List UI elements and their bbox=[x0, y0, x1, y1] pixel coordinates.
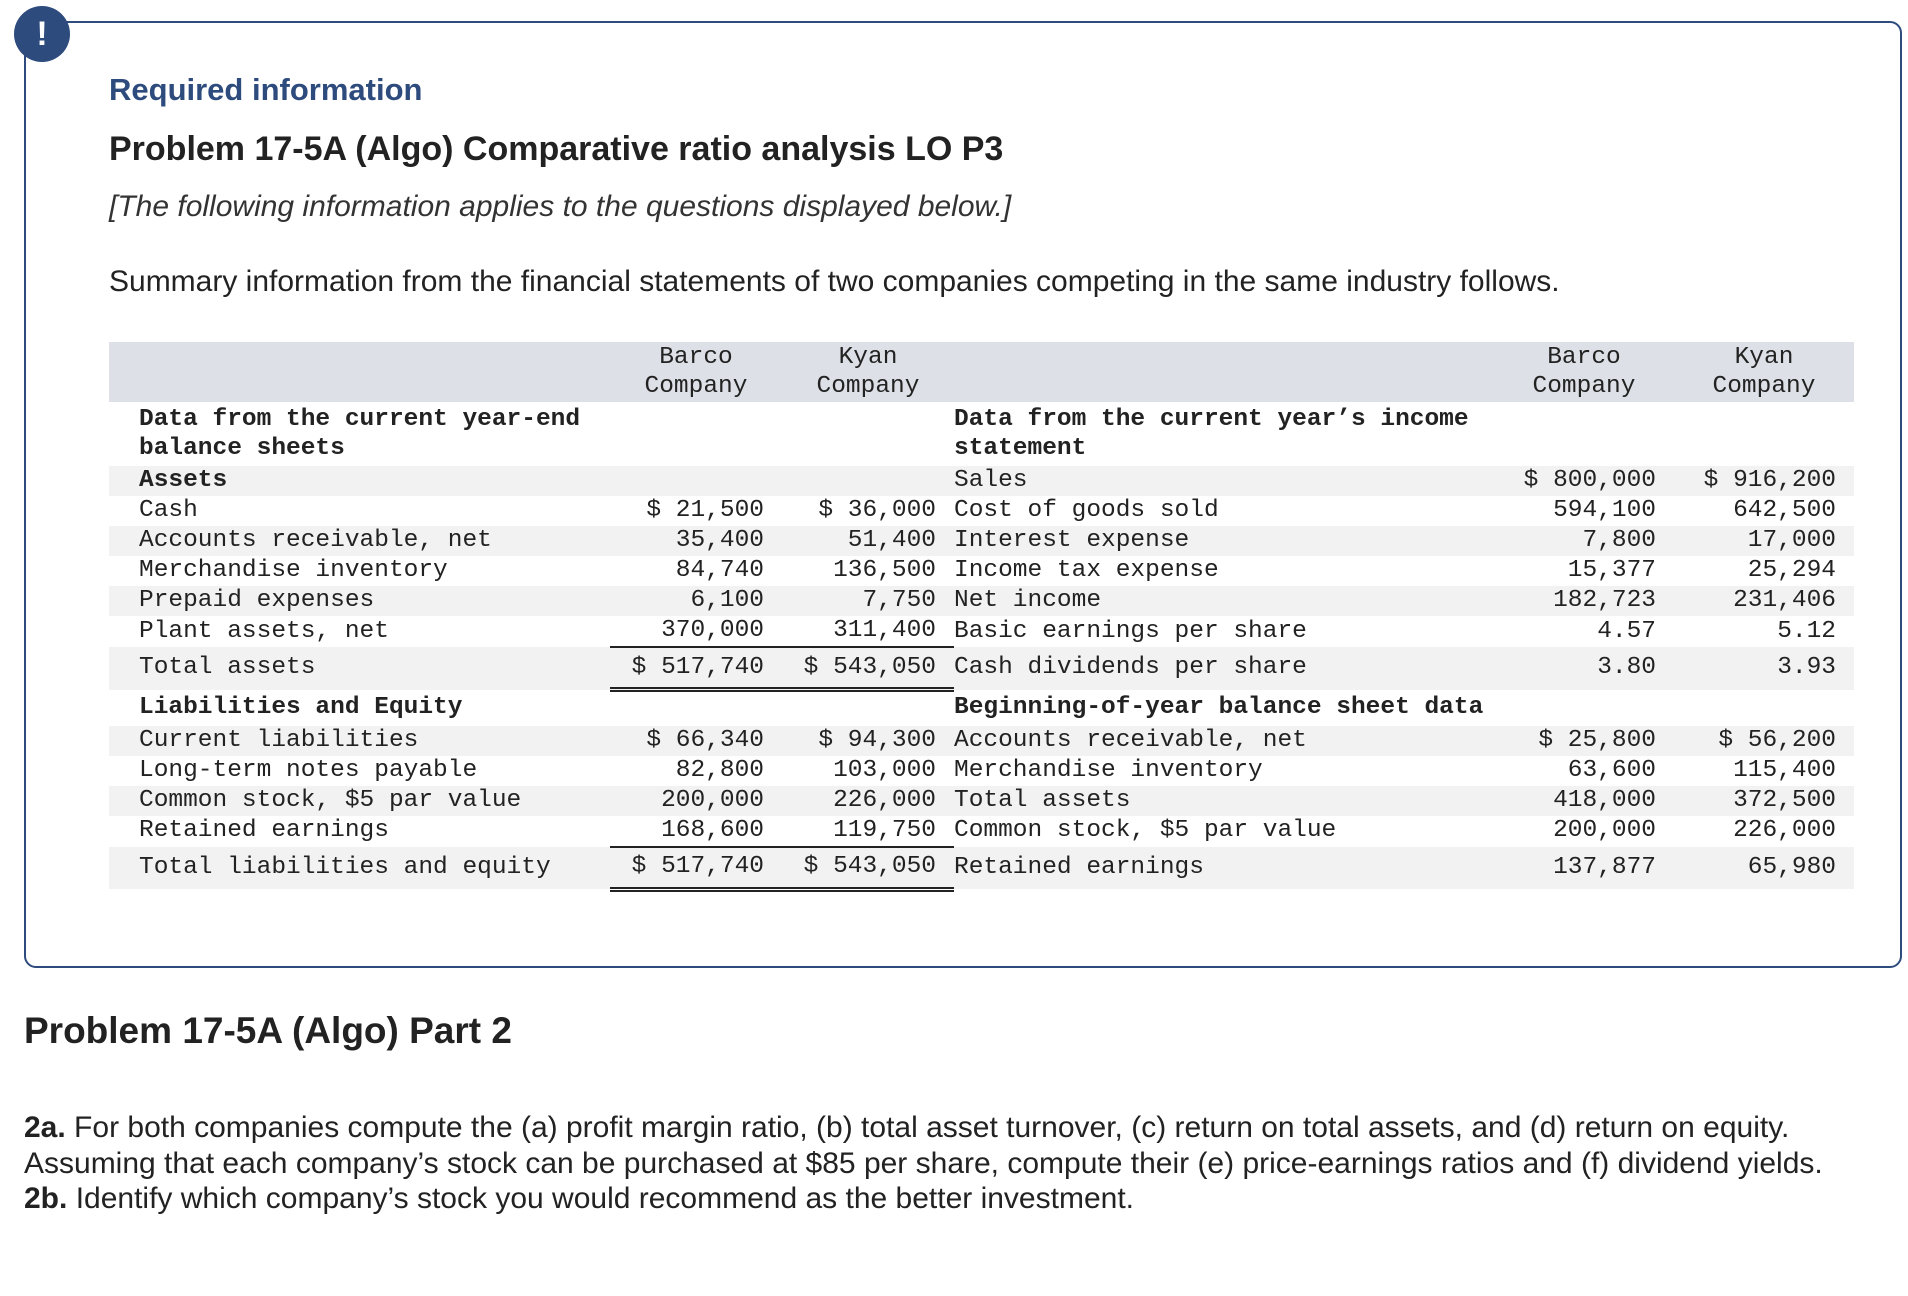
cell-value: 115,400 bbox=[1733, 756, 1836, 784]
row-label: Interest expense bbox=[954, 526, 1494, 556]
cell-value: 84,740 bbox=[675, 557, 764, 584]
row-label: Cash dividends per share bbox=[954, 647, 1494, 690]
cell-value: 51,400 bbox=[782, 526, 954, 556]
financial-data-table bbox=[109, 342, 1854, 892]
cell-value: 594,100 bbox=[1553, 497, 1656, 524]
row-label: Basic earnings per share bbox=[954, 617, 1307, 645]
row-label: Retained earnings bbox=[139, 817, 389, 844]
cell-value: 370,000 bbox=[610, 616, 782, 647]
cell-value: 6,100 bbox=[610, 586, 782, 616]
row-label: Plant assets, net bbox=[139, 617, 389, 645]
cell-value: 63,600 bbox=[1567, 756, 1656, 784]
cell-value: $ 25,800 bbox=[1494, 726, 1674, 756]
row-label: Prepaid expenses bbox=[109, 586, 610, 616]
total-value: $ 543,050 bbox=[782, 847, 954, 890]
required-info-heading: Required information bbox=[109, 72, 423, 107]
assets-heading: Assets bbox=[109, 466, 610, 496]
cell-value: 182,723 bbox=[1494, 586, 1674, 616]
cell-value: 372,500 bbox=[1674, 786, 1854, 816]
row-label: Total assets bbox=[954, 786, 1494, 816]
header-kyan: Kyan Company bbox=[782, 342, 954, 402]
table-row bbox=[109, 690, 1854, 726]
table-row bbox=[109, 402, 1854, 466]
header-kyan-right: Kyan Company bbox=[1674, 342, 1854, 402]
row-label: Common stock, $5 par value bbox=[954, 817, 1337, 844]
question-2a bbox=[24, 1110, 1884, 1181]
question-text: Identify which company’s stock you would recommend as the better investment. bbox=[67, 1182, 1134, 1215]
cell-value: 200,000 bbox=[610, 786, 782, 816]
row-label: Common stock, $5 par value bbox=[109, 786, 610, 816]
cell-value: $ 94,300 bbox=[782, 726, 954, 756]
questions-block bbox=[24, 1110, 1884, 1217]
question-2b bbox=[24, 1181, 1884, 1217]
cell-value: 119,750 bbox=[782, 816, 954, 847]
cell-value: 136,500 bbox=[833, 557, 936, 584]
table-row bbox=[109, 496, 1854, 526]
row-label: Accounts receivable, net bbox=[954, 726, 1494, 756]
table-row bbox=[109, 616, 1854, 647]
cell-value: 65,980 bbox=[1674, 847, 1854, 890]
row-label: Current liabilities bbox=[109, 726, 610, 756]
income-statement-heading: Data from the current year’s income statement bbox=[954, 406, 1469, 462]
cell-value: 35,400 bbox=[610, 526, 782, 556]
row-label: Net income bbox=[954, 586, 1494, 616]
info-note: [The following information applies to the questions displayed below.] bbox=[109, 190, 1012, 223]
problem-title: Problem 17-5A (Algo) Comparative ratio analysis LO P3 bbox=[109, 130, 1004, 168]
table-header-row bbox=[109, 342, 1854, 402]
cell-value: $ 916,200 bbox=[1674, 466, 1854, 496]
cell-value: 15,377 bbox=[1567, 557, 1656, 584]
total-value: $ 543,050 bbox=[782, 647, 954, 690]
question-label: 2a. bbox=[24, 1111, 66, 1144]
cell-value: 7,800 bbox=[1494, 526, 1674, 556]
question-text: For both companies compute the (a) profit margin ratio, (b) total asset turnover, (c) return on total assets, and (d) return on equity. Assuming that each company’s stock can be purchased at $85 per share, compute their (e) price-earnings ratios and (f) dividend yields. bbox=[24, 1111, 1823, 1180]
row-label: Merchandise inventory bbox=[139, 557, 448, 584]
cell-value: $ 800,000 bbox=[1494, 466, 1674, 496]
table-row bbox=[109, 786, 1854, 816]
table-row bbox=[109, 556, 1854, 586]
table-row bbox=[109, 816, 1854, 847]
cell-value: 168,600 bbox=[610, 816, 782, 847]
cell-value: 226,000 bbox=[782, 786, 954, 816]
cell-value: 103,000 bbox=[833, 756, 936, 784]
row-label: Total liabilities and equity bbox=[109, 847, 610, 890]
row-label: Total assets bbox=[109, 647, 610, 690]
cell-value: $ 56,200 bbox=[1674, 726, 1854, 756]
cell-value: 137,877 bbox=[1494, 847, 1674, 890]
balance-sheet-heading: Data from the current year-end balance sheets bbox=[139, 406, 581, 462]
table-row bbox=[109, 847, 1854, 890]
table-row bbox=[109, 756, 1854, 786]
cell-value: 7,750 bbox=[782, 586, 954, 616]
cell-value: 4.57 bbox=[1597, 617, 1656, 645]
cell-value: 200,000 bbox=[1553, 817, 1656, 844]
total-value: $ 517,740 bbox=[610, 647, 782, 690]
row-label: Merchandise inventory bbox=[954, 756, 1263, 784]
cell-value: 82,800 bbox=[675, 756, 764, 784]
row-label: Cash bbox=[139, 497, 198, 524]
summary-text: Summary information from the financial statements of two companies competing in the same industry follows. bbox=[109, 265, 1560, 298]
table-row bbox=[109, 726, 1854, 756]
cell-value: $ 21,500 bbox=[646, 497, 764, 524]
cell-value: $ 66,340 bbox=[610, 726, 782, 756]
row-label: Accounts receivable, net bbox=[109, 526, 610, 556]
cell-value: 5.12 bbox=[1777, 617, 1836, 645]
alert-icon: ! bbox=[14, 6, 70, 62]
cell-value: $ 36,000 bbox=[818, 497, 936, 524]
boy-heading: Beginning-of-year balance sheet data bbox=[954, 694, 1484, 721]
cell-value: 25,294 bbox=[1747, 557, 1836, 584]
cell-value: 3.80 bbox=[1494, 647, 1674, 690]
row-label: Income tax expense bbox=[954, 557, 1219, 584]
cell-value: 642,500 bbox=[1733, 497, 1836, 524]
liabilities-heading: Liabilities and Equity bbox=[139, 693, 463, 721]
cell-value: 17,000 bbox=[1674, 526, 1854, 556]
cell-value: 231,406 bbox=[1674, 586, 1854, 616]
cell-value: 311,400 bbox=[782, 616, 954, 647]
row-label: Long-term notes payable bbox=[139, 756, 478, 784]
part-title: Problem 17-5A (Algo) Part 2 bbox=[24, 1010, 512, 1051]
row-label: Cost of goods sold bbox=[954, 497, 1219, 524]
total-value: $ 517,740 bbox=[610, 847, 782, 890]
table-row bbox=[109, 466, 1854, 496]
table-row bbox=[109, 647, 1854, 690]
question-label: 2b. bbox=[24, 1182, 68, 1215]
table-row bbox=[109, 586, 1854, 616]
table-row bbox=[109, 526, 1854, 556]
header-barco-right: Barco Company bbox=[1494, 342, 1674, 402]
row-label: Retained earnings bbox=[954, 847, 1494, 890]
header-barco: Barco Company bbox=[610, 342, 782, 402]
cell-value: 226,000 bbox=[1733, 817, 1836, 844]
row-label: Sales bbox=[954, 466, 1494, 496]
cell-value: 3.93 bbox=[1674, 647, 1854, 690]
cell-value: 418,000 bbox=[1494, 786, 1674, 816]
